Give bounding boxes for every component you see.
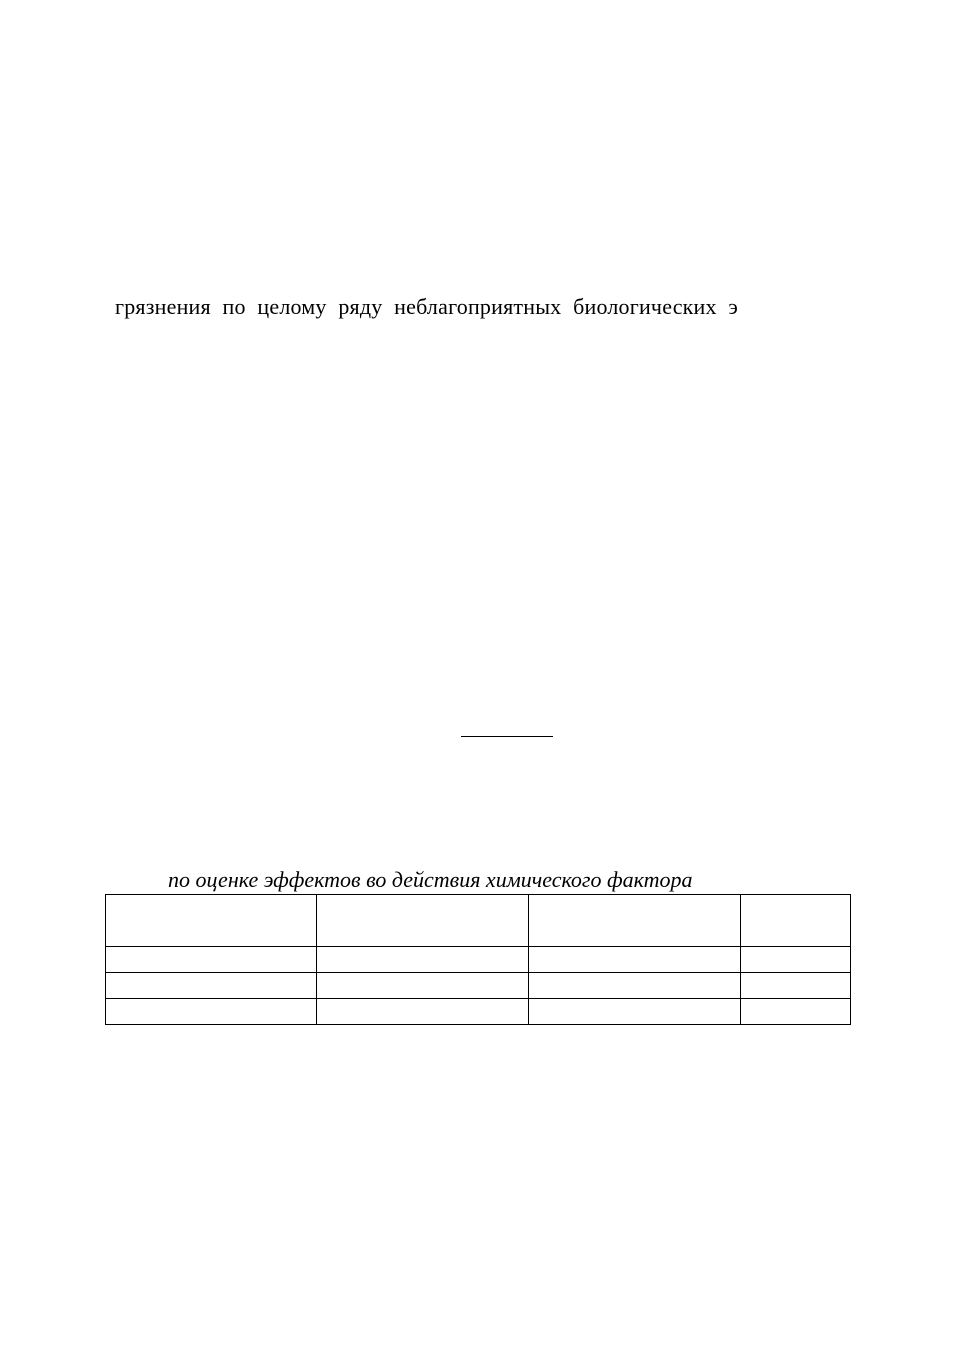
table-cell: [106, 973, 317, 999]
table-cell: [741, 947, 851, 973]
table-cell: [317, 973, 529, 999]
table-cell: [529, 999, 741, 1025]
table-row: [106, 999, 851, 1025]
table-cell: [741, 999, 851, 1025]
table-header-cell: [529, 895, 741, 947]
table-cell: [529, 973, 741, 999]
table-header-row: [106, 895, 851, 947]
table-cell: [106, 999, 317, 1025]
table-row: [106, 973, 851, 999]
table-header-cell: [106, 895, 317, 947]
body-text-line: грязнения по целому ряду неблагоприятных биологических э: [115, 294, 739, 319]
effects-table: [105, 894, 851, 1025]
table-header-cell: [741, 895, 851, 947]
table-cell: [529, 947, 741, 973]
short-horizontal-rule: [461, 736, 553, 737]
table-row: [106, 947, 851, 973]
table-cell: [317, 999, 529, 1025]
table-header-cell: [317, 895, 529, 947]
table-cell: [317, 947, 529, 973]
table-cell: [106, 947, 317, 973]
table-cell: [741, 973, 851, 999]
table-caption: по оценке эффектов во действия химического фактора: [168, 867, 693, 892]
